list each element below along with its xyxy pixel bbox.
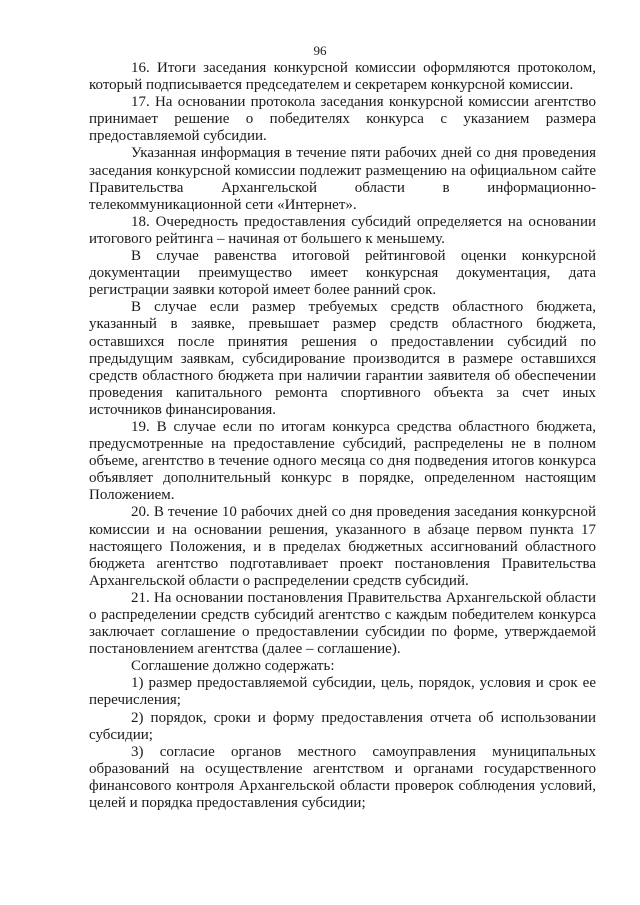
paragraph-18-excess: В случае если размер требуемых средств областного бюджета, указанный в заявке, превышает размер средств областного бюджета, оставшихся после принятия решения о предоставлении субсидий по предыдущим заявкам, субсидирование производится в размере оставшихся средств областного бюджета при наличии гарантии заявителя об обеспечении проведения капитального ремонта спортивного объекта за счет иных источников финансирования. xyxy=(89,299,596,418)
paragraph-17: 17. На основании протокола заседания конкурсной комиссии агентство принимает решение о победителях конкурса с указанием размера предоставляемой субсидии. xyxy=(89,94,596,145)
agreement-item-3: 3) согласие органов местного самоуправления муниципальных образований на осуществление агентством и органами государственного финансового контроля Архангельской области проверок соблюдения условий, целей и порядка предоставления субсидии; xyxy=(89,743,596,812)
document-body xyxy=(89,60,596,812)
paragraph-19: 19. В случае если по итогам конкурса средства областного бюджета, предусмотренные на предоставление субсидий, распределены не в полном объеме, агентство в течение одного месяца со дня подведения итогов конкурса объявляет дополнительный конкурс в порядке, определенном настоящим Положением. xyxy=(89,418,596,504)
page-number: 96 xyxy=(313,43,327,58)
paragraph-21: 21. На основании постановления Правительства Архангельской области о распределении средств субсидий агентство с каждым победителем конкурса заключает соглашение о предоставлении субсидии по форме, утверждаемой постановлением агентства (далее – соглашение). xyxy=(89,589,596,658)
agreement-item-2: 2) порядок, сроки и форму предоставления отчета об использовании субсидии; xyxy=(89,709,596,743)
agreement-contents-intro: Соглашение должно содержать: xyxy=(131,658,335,675)
paragraph-16: 16. Итоги заседания конкурсной комиссии оформляются протоколом, который подписывается председателем и секретарем конкурсной комиссии. xyxy=(89,60,596,94)
paragraph-20: 20. В течение 10 рабочих дней со дня проведения заседания конкурсной комиссии и на основании решения, указанного в абзаце первом пункта 17 настоящего Положения, и в пределах бюджетных ассигнований областного бюджета агентство подготавливает проект постановления Правительства Архангельской области о распределении средств субсидий. xyxy=(89,504,596,589)
agreement-item-1: 1) размер предоставляемой субсидии, цель, порядок, условия и срок ее перечисления; xyxy=(89,675,596,709)
paragraph-17-info: Указанная информация в течение пяти рабочих дней со дня проведения заседания конкурсной комиссии подлежит размещению на официальном сайте Правительства Архангельской области в информационно-телекоммуникационной сети «Интернет». xyxy=(89,145,596,213)
paragraph-18-tie: В случае равенства итоговой рейтинговой оценки конкурсной документации преимущество имеет конкурсная документация, дата регистрации заявки которой имеет более ранний срок. xyxy=(89,248,596,299)
paragraph-18: 18. Очередность предоставления субсидий определяется на основании итогового рейтинга – начиная от большего к меньшему. xyxy=(89,213,596,247)
